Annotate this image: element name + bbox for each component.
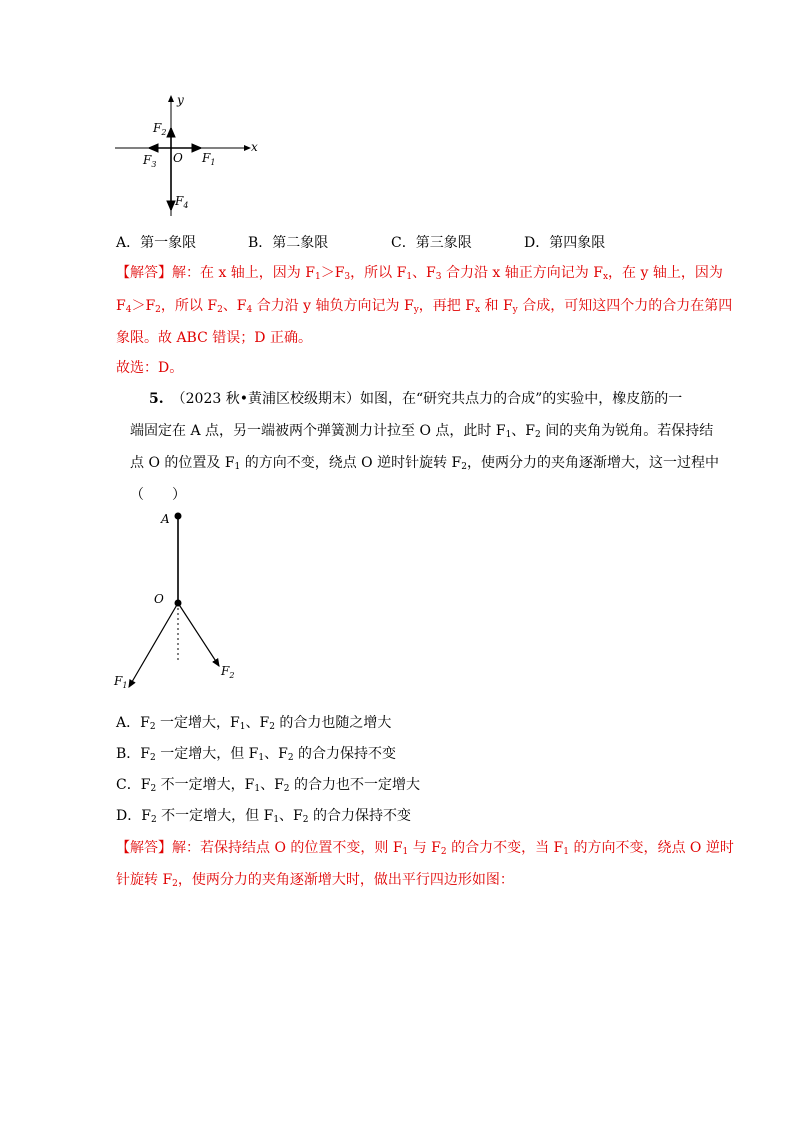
q5-stem-line-1: 5. （2023 秋•黄浦区校级期末）如图，在“研究共点力的合成”的实验中，橡皮筋的一 <box>149 391 683 407</box>
f3-label: $F_3$ <box>143 153 157 169</box>
q4-answer-line-1: 【解答】解：在 x 轴上，因为 $F_1>F_3$，所以 $F_1$、$F_3$ 合力沿 x 轴正方向记为 $F_x$，在 y 轴上，因为 <box>116 265 723 282</box>
f4-label: $F_4$ <box>175 194 189 210</box>
f1-vector <box>129 603 178 687</box>
f1-label: $F_1$ <box>114 674 128 690</box>
q4-answer-choice: 故选：D。 <box>116 360 184 376</box>
f2-label: $F_2$ <box>153 121 167 137</box>
point-o-label: O <box>154 592 164 606</box>
q5-option-b: B．$F_2$ 一定增大，但 $F_1$、$F_2$ 的合力保持不变 <box>116 746 397 763</box>
q4-option-c: C．第三象限 <box>391 235 472 251</box>
f2-label: $F_2$ <box>221 664 235 680</box>
force-axes-diagram <box>105 88 275 223</box>
q4-answer-line-2: $F_4>F_2$，所以 $F_2$、$F_4$ 合力沿 y 轴负方向记为 $F_y$，再把 $F_x$ 和 $F_y$ 合成，可知这四个力的合力在第四 <box>116 298 733 315</box>
q4-option-b: B．第二象限 <box>248 235 329 251</box>
q5-option-a: A．$F_2$ 一定增大，$F_1$、$F_2$ 的合力也随之增大 <box>116 715 392 732</box>
q5-answer-line-1: 【解答】解：若保持结点 O 的位置不变，则 $F_1$ 与 $F_2$ 的合力不变，当 $F_1$ 的方向不变，绕点 O 逆时 <box>116 840 734 857</box>
force-composition-diagram <box>108 505 248 695</box>
origin-label: O <box>173 151 183 165</box>
q5-answer-blank: （ ） <box>130 487 186 503</box>
q5-stem-line-2: 端固定在 A 点，另一端被两个弹簧测力计拉至 O 点，此时 $F_1$、$F_2$ 间的夹角为锐角。若保持结 <box>130 423 714 440</box>
y-axis-label: y <box>177 93 184 107</box>
q4-answer-line-3: 象限。故 ABC 错误；D 正确。 <box>116 330 312 346</box>
q5-option-d: D．$F_2$ 不一定增大，但 $F_1$、$F_2$ 的合力保持不变 <box>116 808 411 825</box>
x-axis-label: x <box>251 140 258 154</box>
q4-option-d: D．第四象限 <box>524 235 606 251</box>
point-a-label: A <box>161 512 170 526</box>
q5-option-c: C．$F_2$ 不一定增大，$F_1$、$F_2$ 的合力也不一定增大 <box>116 777 420 794</box>
f1-label: $F_1$ <box>202 151 216 167</box>
q5-number: 5. <box>149 391 164 407</box>
q5-stem-line-3: 点 O 的位置及 $F_1$ 的方向不变，绕点 O 逆时针旋转 $F_2$，使两分力的夹角逐渐增大，这一过程中 <box>130 455 720 472</box>
point-a <box>175 513 182 520</box>
q5-answer-line-2: 针旋转 $F_2$，使两分力的夹角逐渐增大时，做出平行四边形如图： <box>116 872 514 889</box>
f2-vector <box>178 603 219 666</box>
q4-option-a: A．第一象限 <box>116 235 197 251</box>
